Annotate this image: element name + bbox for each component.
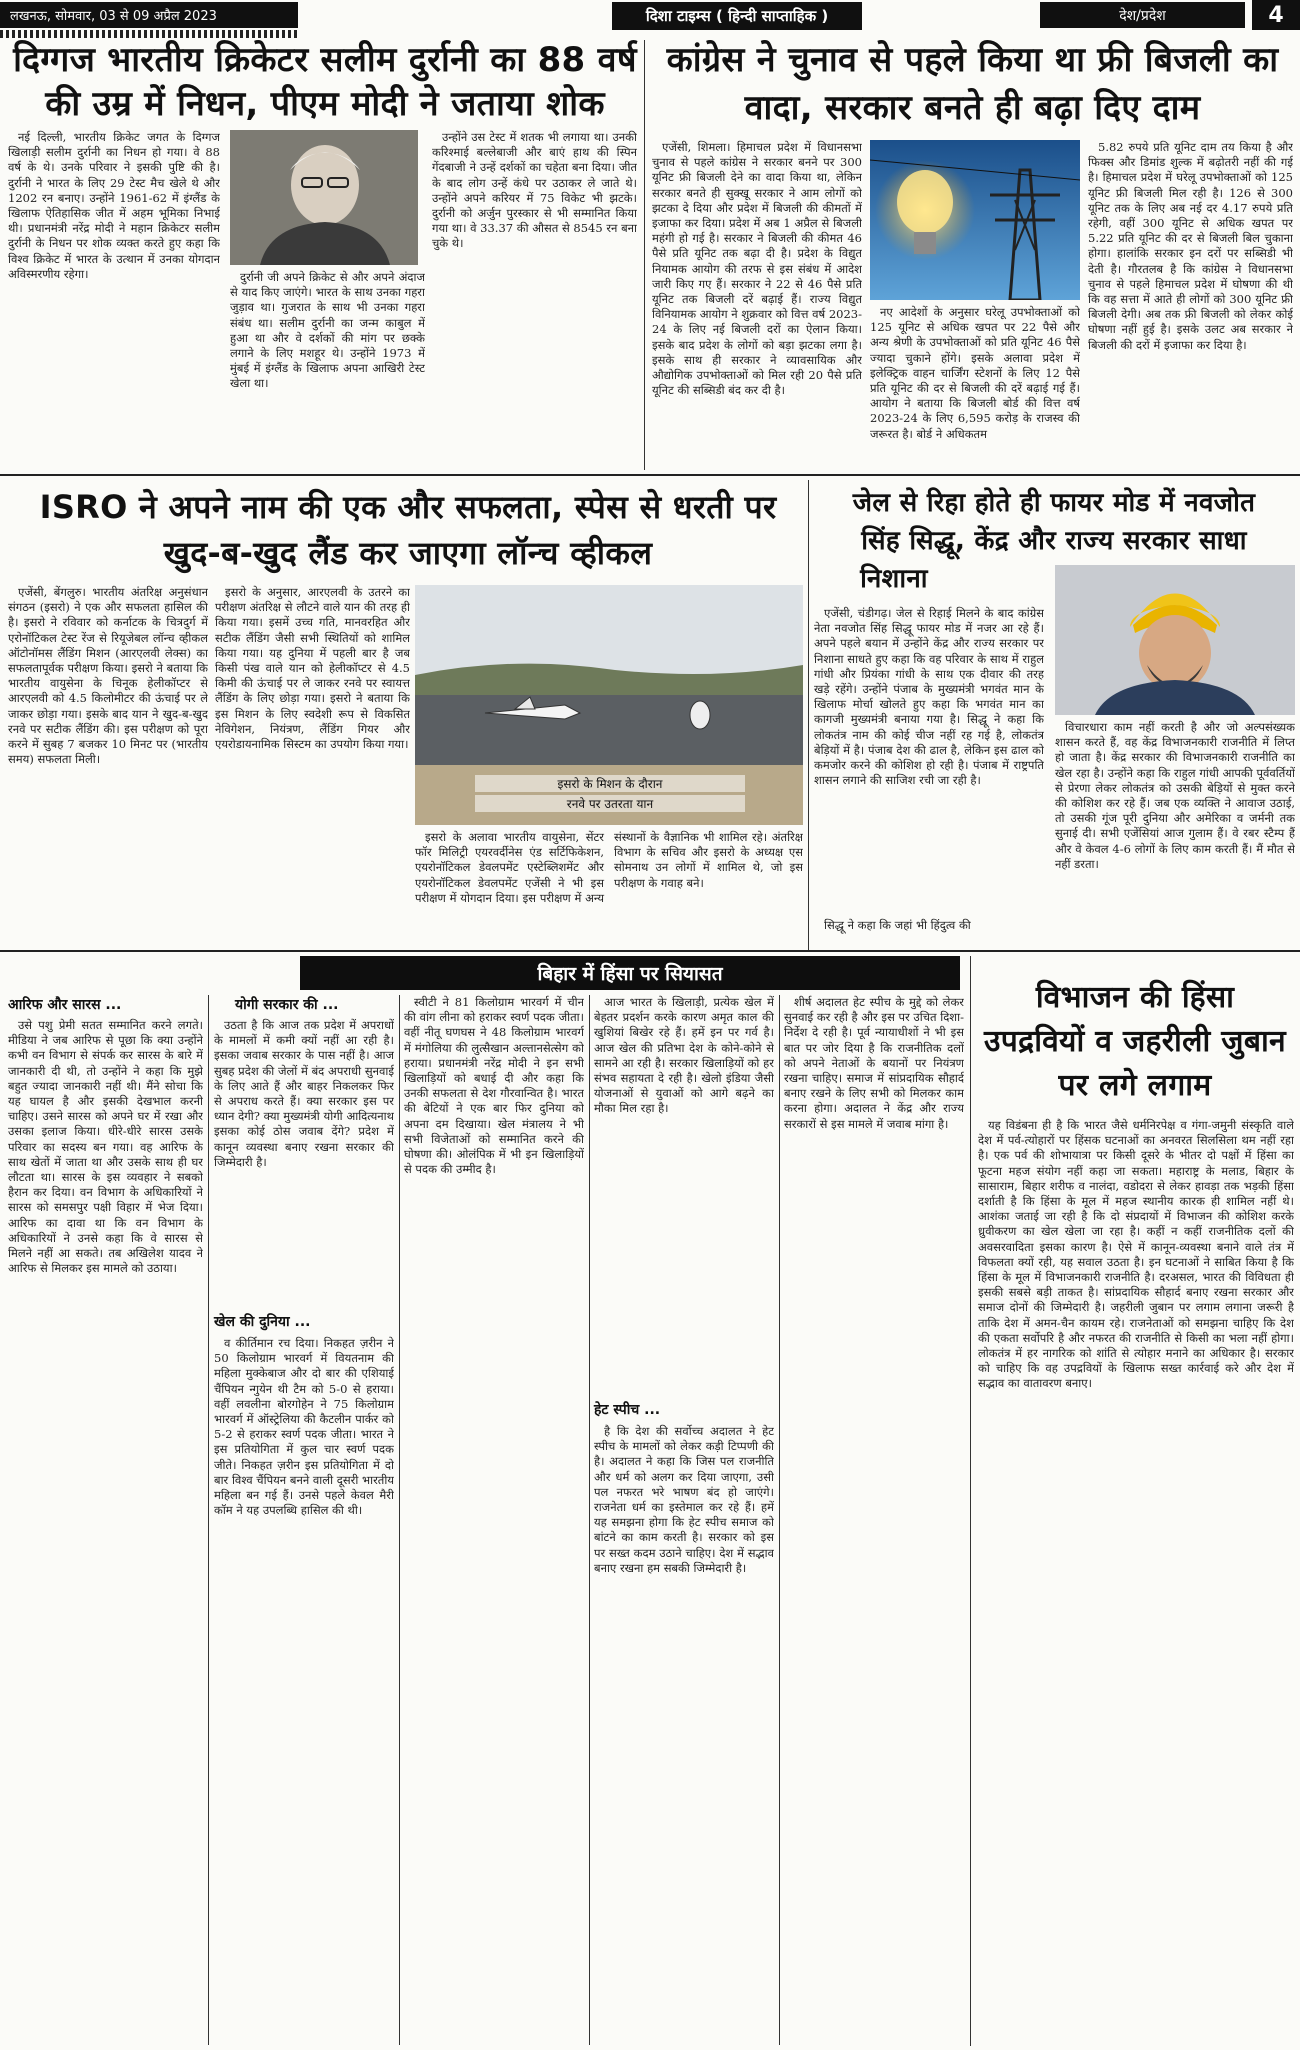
electricity-headline-1: कांग्रेस ने चुनाव से पहले किया था फ्री बिजली का [666,40,1279,80]
durani-column-1: नई दिल्ली, भारतीय क्रिकेट जगत के दिग्गज खिलाड़ी सलीम दुर्रानी का निधन हो गया। वे 88 वर्ष के थे। उनके परिवार ने इसकी पुष्टि की है। दुर्रानी ने भारत के लिए 29 टेस्ट मैच खेले थे और 1202 रन बनाए। उन्होंने 1961-62 में इंग्लैंड के खिलाफ ऐतिहासिक जीत में अहम भूमिका निभाई थी। प्रधानमंत्री नरेंद्र मोदी ने महान क्रिकेटर सलीम दुर्रानी के निधन पर शोक व्यक्त करते हुए कहा कि विश्व क्रिकेट में भारत के उत्थान में उनका योगदान अविस्मरणीय रहेगा। [8,130,220,281]
sidhu-headline-3: निशाना [860,564,928,594]
electricity-headline-2: वादा, सरकार बनते ही बढ़ा दिए दाम [744,88,1201,128]
sidhu-column-bottom: सिद्धू ने कहा कि जहां भी हिंदुत्व की [824,918,971,932]
bulb-and-tower-image [870,140,1080,300]
sports-column-1: व कीर्तिमान रच दिया। निकहत ज़रीन ने 50 किलोग्राम भारवर्ग में वियतनाम की महिला मुक्केबाज और दो बार की एशियाई चैंपियन न्गुयेन थी टैम को 5-0 से हराया। वहीं लवलीना बोरगोहेन ने 75 किलोग्राम भारवर्ग में ऑस्ट्रेलिया की कैटलीन पार्कर को 5-2 से हराकर स्वर्ण पदक जीता। भारत ने इस प्रतियोगिता में कुल चार स्वर्ण पदक जीते। निकहत ज़रीन इस प्रतियोगिता में दो बार विश्व चैंपियन बनने वाली दूसरी भारतीय महिला बन गई हैं। उनसे पहले केवल मैरी कॉम ने यह उपलब्धि हासिल की थी। [214,1336,394,1518]
sports-kicker: खेल की दुनिया ... [214,1314,311,1330]
hate-speech-column-2: शीर्ष अदालत हेट स्पीच के मुद्दे को लेकर सुनवाई कर रही है और इस पर उचित दिशा-निर्देश दे रही है। पूर्व न्यायाधीशों ने भी इस बात पर जोर दिया है कि राजनीतिक दलों को अपने नेताओं के बयानों पर नियंत्रण रखना चाहिए। समाज में सांप्रदायिक सौहार्द बनाए रखने के लिए सभी को मिलकर काम करना होगा। अदालत ने केंद्र और राज्य सरकारों से इस मामले में जवाब मांगा है। [784,995,964,1131]
durani-photo [230,130,418,265]
sidhu-column-2: विचारधारा काम नहीं करती है और जो अल्पसंख्यक शासन करते हैं, वह केंद्र विभाजनकारी राजनीति में लिप्त हो जाता है। केंद्र सरकार की विभाजनकारी राजनीति का खेल रहा है। उन्होंने कहा कि राहुल गांधी आपकी पूर्ववर्तियों से प्रेरणा लेकर लोकतंत्र को उसकी बेड़ियों से मुक्त करने की कोशिश कर रहे हैं। जब एक व्यक्ति ने आवाज उठाई, तो उसकी गूंज पूरी दुनिया और अमेरिका व जर्मनी तक सुनाई दी। सभी एजेंसियां आज गुलाम हैं। वे रबर स्टैम्प हैं और वे केवल 4-6 लोगों के लिए काम करती हैं। मैं मौत से नहीं डरता। [1055,720,1295,871]
editorial-column: यह विडंबना ही है कि भारत जैसे धर्मनिरपेक्ष व गंगा-जमुनी संस्कृति वाले देश में पर्व-त्योहारों पर हिंसक घटनाओं का अनवरत सिलसिला थम नहीं रहा है। एक पर्व की शोभायात्रा पर किसी दूसरे के भीतर दो पक्षों में हिंसा का फूटना महज संयोग नहीं कहा जा सकता। महाराष्ट्र के मलाड, बिहार के सासाराम, बिहार शरीफ व नालंदा, वडोदरा से लेकर हावड़ा तक भड़की हिंसा दर्शाती है कि हिंसा के मूल में महज स्थानीय कारक ही शामिल नहीं थे। आशंका जताई जा रही है कि दो संप्रदायों में विभाजन की कोशिश करके ध्रुवीकरण का खेल खेला जा रहा है। कहीं न कहीं राजनीतिक दलों की अवसरवादिता इसका कारण है। ऐसे में कानून-व्यवस्था बनाने वाले तंत्र में विफलता क्यों रही, यह सवाल उठता है। इन घटनाओं ने साबित किया है कि हिंसा के मूल में विभाजनकारी राजनीति है। दरअसल, भारत की विविधता ही इसकी सबसे बड़ी ताकत है। सांप्रदायिक सौहार्द बनाए रखना सरकार और समाज दोनों की जिम्मेदारी है। जहरीली जुबान पर लगाम लगाना जरूरी है ताकि देश में अमन-चैन कायम रहे। राजनेताओं को समझना चाहिए कि देश की एकता सर्वोपरि है और नफरत की राजनीति से किसी का भला नहीं होगा। लोकतंत्र में हर नागरिक को शांति से त्योहार मनाने का अधिकार है। सरकार को चाहिए कि वह उपद्रवियों के खिलाफ सख्त कार्रवाई करे और देश में सद्भाव का वातावरण बनाए। [978,1118,1294,1391]
isro-column-2: इसरो के अनुसार, आरएलवी के उतरने का परीक्षण अंतरिक्ष से लौटने वाले यान की तरह ही किया गया। इसमें उच्च गति, मानवरहित और सटीक लैंडिंग जैसी सभी स्थितियों को शामिल किया गया। यह दुनिया में पहली बार है जब किसी पंख वाले यान को हेलीकॉप्टर से 4.5 किमी की ऊंचाई पर ले जाकर रनवे पर स्वायत्त लैंडिंग के लिए छोड़ा गया। इसरो ने बताया कि इस मिशन के लिए स्वदेशी रूप से विकसित नेविगेशन, नियंत्रण, लैंडिंग गियर और एयरोडायनामिक सिस्टम का उपयोग किया गया। [215,585,410,752]
hate-speech-kicker: हेट स्पीच ... [594,1402,661,1418]
isro-headline-2: खुद-ब-खुद लैंड कर जाएगा लॉन्च व्हीकल [163,534,653,572]
sports-column-2: स्वीटी ने 81 किलोग्राम भारवर्ग में चीन की वांग लीना को हराकर स्वर्ण पदक जीता। वहीं नीतू घणघस ने 48 किलोग्राम भारवर्ग में मंगोलिया की लुत्सैखान अल्तानसेत्सेग को हराया। प्रधानमंत्री नरेंद्र मोदी ने इन सभी खिलाड़ियों को बधाई दी और कहा कि उनकी सफलता से देश गौरवान्वित है। भारत की बेटियों ने एक बार फिर दुनिया को अपना दम दिखाया। खेल मंत्रालय ने भी सभी विजेताओं को सम्मानित करने की घोषणा की। ओलंपिक में भी इन खिलाड़ियों से पदक की उम्मीद है। [404,995,584,1177]
electricity-column-1: एजेंसी, शिमला। हिमाचल प्रदेश में विधानसभा चुनाव से पहले कांग्रेस ने सरकार बनने पर 300 यूनिट फ्री बिजली देने का वादा किया था, लेकिन सरकार बनते ही सुक्खू सरकार ने आम लोगों को झटका दे दिया और प्रदेश में बिजली की कीमतों में इजाफा कर दिया। प्रदेश में अब 1 अप्रैल से बिजली महंगी हो गई है। सरकार ने बिजली की कीमत 46 पैसे प्रति यूनिट तक बढ़ा दी है। प्रदेश के विद्युत नियामक आयोग की तरफ से इस संबंध में आदेश जारी किए गए हैं। सरकार ने 22 से 46 पैसे प्रति यूनिट तक बिजली दरें बढ़ाई हैं। राज्य विद्युत विनियामक आयोग ने शुक्रवार को वित्त वर्ष 2023-24 के लिए नई बिजली दरों का ऐलान किया। इसके बाद प्रदेश के लोगों को बड़ा झटका लगा है। इसके साथ ही सरकार ने व्यावसायिक और औद्योगिक उपभोक्ताओं को मिल रही 20 पैसे प्रति यूनिट की सब्सिडी बंद कर दी है। [652,140,862,398]
electricity-column-3: 5.82 रुपये प्रति यूनिट दाम तय किया है और फिक्स और डिमांड शुल्क में बढ़ोतरी नहीं की गई है। हिमाचल प्रदेश में घरेलू उपभोक्ताओं को 125 यूनिट फ्री बिजली मिल रही है। 126 से 300 यूनिट तक के लिए अब नई दर 4.17 रुपये प्रति रहेगी, वहीं 300 यूनिट से अधिक खपत पर 5.22 प्रति यूनिट की दर से बिजली बिल चुकाना होगा। हालांकि सरकार इन दरों पर सब्सिडी भी देती है। गौरतलब है कि कांग्रेस ने विधानसभा चुनाव से पहले हिमाचल प्रदेश में घोषणा की थी कि वह सत्ता में आते ही लोगों को 300 यूनिट फ्री बिजली देगी। अब तक फ्री बिजली को लेकर कोई घोषणा नहीं हुई है। इसके उलट अब सरकार ने बिजली की दरों में इजाफा कर दिया है। [1088,140,1293,352]
bihar-band: बिहार में हिंसा पर सियासत [300,956,960,990]
yogi-column: उठता है कि आज तक प्रदेश में अपराधों के मामलों में कमी क्यों नहीं आ रही है। इसका जवाब सरकार के पास नहीं है। आज सुबह प्रदेश की जेलों में बंद अपराधी सुनवाई के लिए आते हैं और बाहर निकलकर फिर से अपराध करते हैं। क्या सरकार इस पर ध्यान देगी? क्या मुख्यमंत्री योगी आदित्यनाथ इसका कोई ठोस जवाब देंगे? प्रदेश में कानून व्यवस्था बनाए रखना सरकार की जिम्मेदारी है। [214,1018,394,1169]
durani-column-3: उन्होंने उस टेस्ट में शतक भी लगाया था। उनकी करिश्माई बल्लेबाजी और बाएं हाथ की स्पिन गेंदबाजी ने उन्हें दर्शकों का चहेता बना दिया। जीत के बाद लोग उन्हें कंधे पर उठाकर ले जाते थे। उन्होंने अपने करियर में 75 विकेट भी झटके। दुर्रानी को अर्जुन पुरस्कार से भी सम्मानित किया गया था। वे 33.37 की औसत से 8545 रन बना चुके थे। [432,130,637,251]
isro-photo-caption-2: रनवे पर उतरता यान [475,795,745,812]
durani-portrait-image [230,130,418,265]
electricity-column-2: नए आदेशों के अनुसार घरेलू उपभोक्ताओं को 125 यूनिट से अधिक खपत पर 22 पैसे और अन्य श्रेणी के उपभोक्ताओं को प्रति यूनिट 46 पैसे ज्यादा चुकाने होंगे। इसके अलावा प्रदेश में इलेक्ट्रिक वाहन चार्जिंग स्टेशनों के लिए 12 पैसे प्रति यूनिट की दर से बिजली की दरें बढ़ाई गई हैं। आयोग ने बताया कि बिजली बोर्ड की वित्त वर्ष 2023-24 के लिए 6,595 करोड़ के राजस्व की जरूरत है। बोर्ड ने अधिकतम [870,305,1080,441]
column-rule [399,995,400,2045]
isro-column-1: एजेंसी, बेंगलुरु। भारतीय अंतरिक्ष अनुसंधान संगठन (इसरो) ने एक और सफलता हासिल की है। इसरो ने रविवार को कर्नाटक के चित्रदुर्ग में एरोनॉटिकल टेस्ट रेंज से रियूजेबल लॉन्च व्हीकल ऑटोनॉमस लैंडिंग मिशन (आरएलवी लेक्स) का सफलतापूर्वक परीक्षण किया। इसरो ने बताया कि भारतीय वायुसेना के चिनूक हेलीकॉप्टर से आरएलवी को 4.5 किलोमीटर की ऊंचाई पर ले जाकर छोड़ा गया। इसके बाद यान ने खुद-ब-खुद रनवे पर सटीक लैंडिंग की। इस परीक्षण को पूरा करने में सुबह 7 बजकर 10 मिनट पर (भारतीय समय) सफलता मिली। [8,585,208,767]
durani-headline-1: दिग्गज भारतीय क्रिकेटर सलीम दुर्रानी का 88 वर्ष [13,40,637,80]
sidhu-photo [1055,565,1295,715]
column-rule [779,995,780,2045]
masthead [0,0,1300,30]
arif-kicker: आरिफ और सारस ... [8,997,122,1013]
section-rule-1 [0,474,1300,476]
date-line: लखनऊ, सोमवार, 03 से 09 अप्रैल 2023 [0,2,298,28]
column-rule [808,480,809,950]
electricity-photo [870,140,1080,300]
section-rule-2 [0,950,1300,952]
isro-column-3: इसरो के अलावा भारतीय वायुसेना, सेंटर फॉर मिलिट्री एयरवर्दीनेस एंड सर्टिफिकेशन, एयरोनॉटिकल डेवलपमेंट एस्टेब्लिशमेंट और एयरोनॉटिकल डेवलपमेंट एजेंसी ने भी इस परीक्षण में योगदान दिया। इस परीक्षण में अन्य संस्थानों के वैज्ञानिक भी शामिल रहे। अंतरिक्ष विभाग के सचिव और इसरो के अध्यक्ष एस सोमनाथ उन लोगों में शामिल थे, जो इस परीक्षण के गवाह बने। [415,830,803,905]
masthead-rule [0,30,298,38]
sidhu-headline-2: सिंह सिद्धू, केंद्र और राज्य सरकार साधा [861,526,1247,556]
durani-column-2: दुर्रानी जी अपने क्रिकेट से और अपने अंदाज से याद किए जाएंगे। भारत के साथ उनका गहरा जुड़ाव था। गुजरात के साथ भी उनका गहरा संबंध था। सलीम दुर्रानी का जन्म काबुल में हुआ था और वे दर्शकों की मांग पर छक्के लगाने के लिए मशहूर थे। उन्होंने 1973 में मुंबई में इंग्लैंड के खिलाफ अपना आखिरी टेस्ट खेला था। [230,270,425,391]
sidhu-headline-1: जेल से रिहा होते ही फायर मोड में नवजोत [852,488,1256,518]
editorial-headline-2: उपद्रवियों व जहरीली जुबान [984,1024,1286,1059]
sidhu-portrait-image [1055,565,1295,715]
section-label: देश/प्रदेश [1040,2,1245,28]
page-number: 4 [1252,0,1300,30]
isro-headline-1: ISRO ने अपने नाम की एक और सफलता, स्पेस से धरती पर [39,488,777,526]
durani-headline-2: की उम्र में निधन, पीएम मोदी ने जताया शोक [45,84,605,124]
isro-photo-caption-1: इसरो के मिशन के दौरान [475,775,745,792]
column-rule [644,40,645,470]
column-rule [970,956,971,2046]
paper-name: दिशा टाइम्स ( हिन्दी साप्ताहिक ) [612,2,862,30]
hate-speech-column-1: है कि देश की सर्वोच्च अदालत ने हेट स्पीच के मामलों को लेकर कड़ी टिप्पणी की है। अदालत ने कहा कि जिस पल राजनीति और धर्म को अलग कर दिया जाएगा, उसी पल नफरत भरे भाषण बंद हो जाएंगे। राजनेता धर्म का इस्तेमाल कर रहे हैं। हमें यह समझना होगा कि हेट स्पीच समाज को बांटने का काम करती है। सरकार को इस पर सख्त कदम उठाने चाहिए। देश में सद्भाव बनाए रखना हम सबकी जिम्मेदारी है। [594,1424,774,1575]
sidhu-column-1: एजेंसी, चंडीगढ़। जेल से रिहाई मिलने के बाद कांग्रेस नेता नवजोत सिंह सिद्धू फायर मोड में नजर आ रहे हैं। अपने पहले बयान में उन्होंने केंद्र और राज्य सरकार पर निशाना साधते हुए कहा कि वह परिवार के साथ में राहुल गांधी और प्रियंका गांधी के साथ एक दीवार की तरह खड़े रहेंगे। उन्होंने पंजाब के मुख्यमंत्री भगवंत मान के खिलाफ मोर्चा खोलते हुए कहा कि भगवंत मान का कागजी मुख्यमंत्री बनाया गया है। सिद्धू ने कहा कि लोकतंत्र नाम की कोई चीज नहीं रह गई है, लोकतंत्र बेड़ियों में है। पंजाब देश की ढाल है, लेकिन इस ढाल को कमजोर करने की कोशिश हो रही है। पंजाब में राष्ट्रपति शासन लगाने की साजिश रची जा रही है। [814,606,1044,788]
column-rule [589,995,590,2045]
arif-column: उसे पशु प्रेमी सतत सम्मानित करने लगते। मीडिया ने जब आरिफ से पूछा कि क्या उन्होंने कभी वन विभाग से संपर्क कर सारस के बारे में जानकारी दी थी, तो उन्होंने ने कहा कि मुझे बहुत ज्यादा जानकारी नहीं थी। मैंने सोचा कि यह घायल है और इसकी देखभाल करनी चाहिए। उसने सारस को अपने घर में रखा और उसका इलाज किया। धीरे-धीरे सारस उसके परिवार का सदस्य बन गया। वह आरिफ के साथ खेतों में जाता था और उसके साथ ही घर लौटता था। सारस के इस व्यवहार ने सबको हैरान कर दिया। वन विभाग के अधिकारियों ने सारस को समसपुर पक्षी विहार में भेज दिया। आरिफ का दावा था कि वन विभाग के अधिकारियों ने उनसे कहा कि वे सारस से मिलने नहीं आ सकते। तब अखिलेश यादव ने आरिफ से मिलकर इस मामले को उठाया। [8,1018,203,1276]
editorial-headline-1: विभाजन की हिंसा [1035,980,1235,1015]
isro-photo [415,585,803,825]
yogi-kicker: योगी सरकार की ... [235,997,339,1013]
column-rule [208,995,209,2045]
sports-column-3: आज भारत के खिलाड़ी, प्रत्येक खेल में बेहतर प्रदर्शन करके कारण अमृत काल की खुशियां बिखेर रहे हैं। हमें इन पर गर्व है। आज खेल की प्रतिभा देश के कोने-कोने से सामने आ रही है। सरकार खिलाड़ियों को हर संभव सहायता दे रही है। खेलो इंडिया जैसी योजनाओं से युवाओं को आगे बढ़ने का मौका मिल रहा है। [594,995,774,1116]
editorial-headline-3: पर लगे लगाम [1058,1068,1212,1103]
